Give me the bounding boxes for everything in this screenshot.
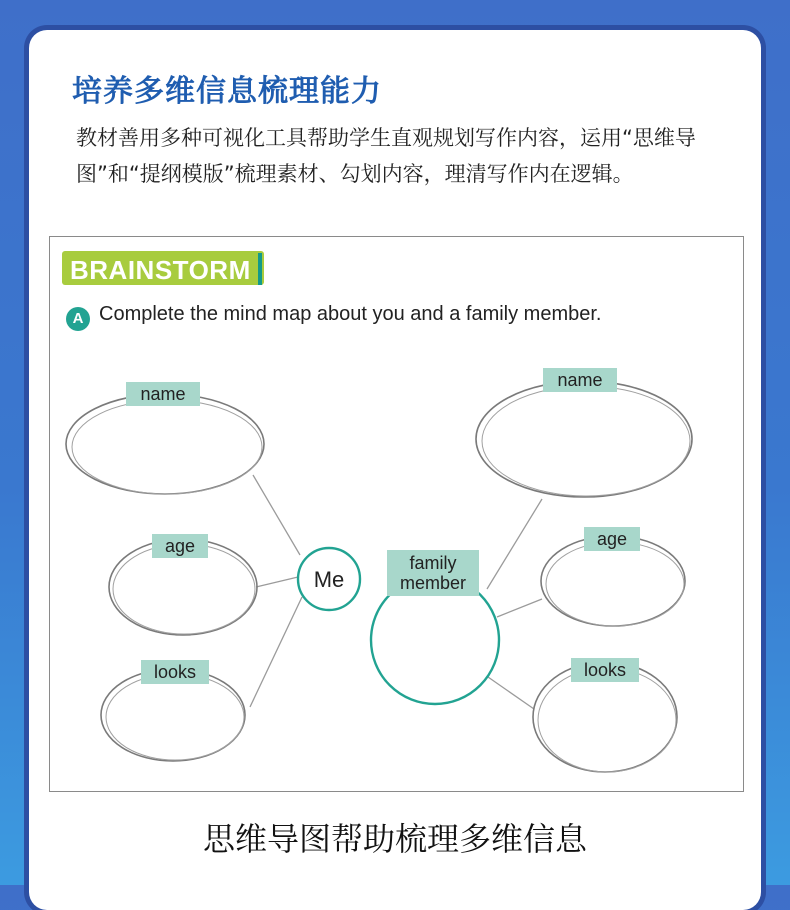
connector-me-looks — [250, 597, 302, 707]
left-age-tag: age — [152, 534, 208, 558]
left-name-oval — [66, 394, 264, 494]
family-tag-line1: family — [409, 553, 457, 573]
right-age-tag: age — [584, 527, 640, 551]
family-tag-line2: member — [399, 573, 466, 593]
connector-family-age — [497, 599, 542, 617]
me-label: Me — [313, 567, 345, 592]
right-looks-tag: looks — [571, 658, 639, 682]
connector-family-looks — [488, 677, 534, 709]
right-name-tag: name — [543, 368, 617, 392]
figure-caption: 思维导图帮助梳理多维信息 — [202, 820, 587, 858]
exercise-badge: A — [66, 307, 90, 331]
connector-me-name — [253, 475, 300, 555]
connector-family-name — [487, 499, 542, 589]
family-member-tag — [387, 550, 479, 596]
mind-map-drawing — [50, 237, 743, 791]
brainstorm-label: BRAINSTORM — [70, 255, 251, 285]
section-heading: 培养多维信息梳理能力 — [72, 74, 382, 109]
left-looks-tag: looks — [141, 660, 209, 684]
section-description: 教材善用多种可视化工具帮助学生直观规划写作内容，运用“思维导图”和“提纲模版”梳理素材、勾划内容，理清写作内在逻辑。 — [76, 126, 696, 186]
connector-me-age — [256, 577, 298, 587]
left-name-tag: name — [126, 382, 200, 406]
worksheet-image — [49, 236, 744, 792]
exercise-instruction: Complete the mind map about you and a family member. — [99, 303, 602, 325]
